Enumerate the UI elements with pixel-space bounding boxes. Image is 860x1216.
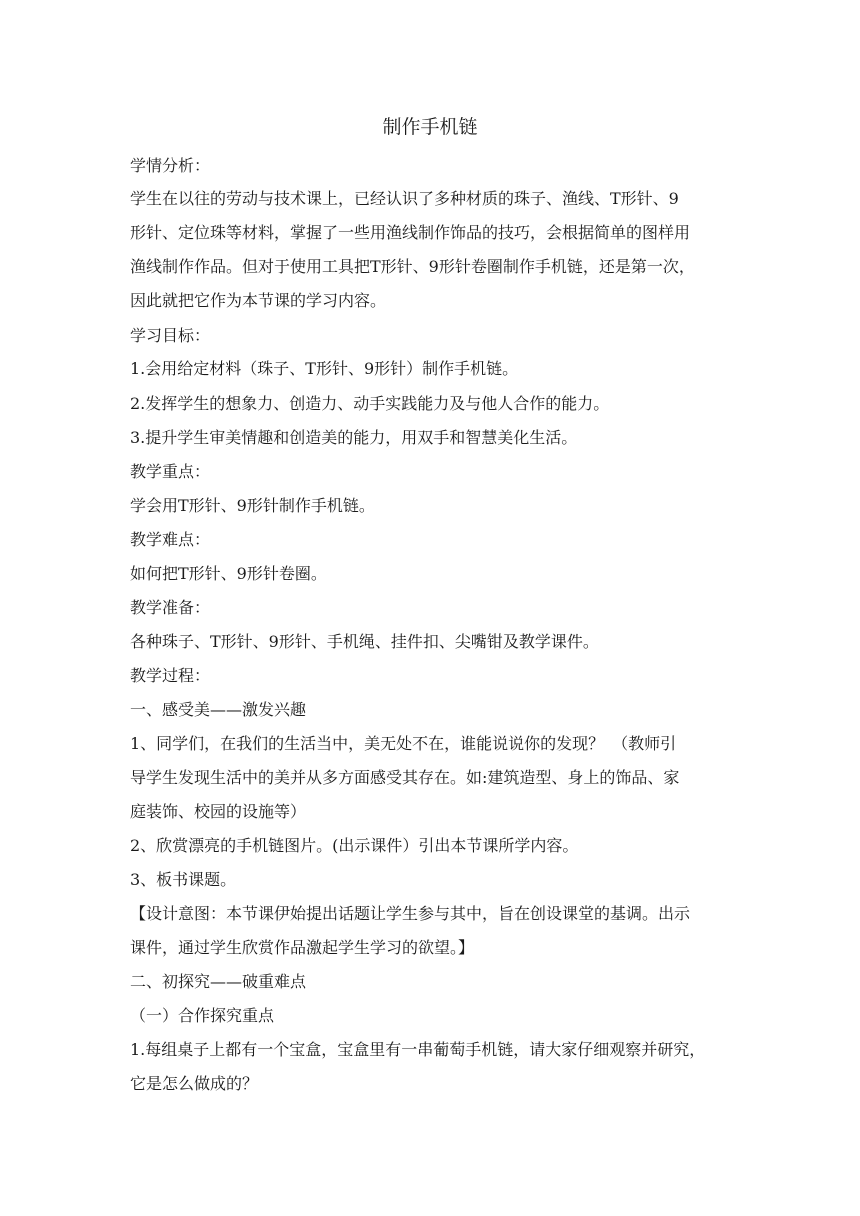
paragraph-line: 学生在以往的劳动与技术课上，已经认识了多种材质的珠子、渔线、T形针、9 [130, 189, 679, 208]
paragraph-line: 3、板书课题。 [130, 870, 237, 889]
paragraph-line: 如何把T形针、9形针卷圈。 [130, 564, 327, 583]
subsection-heading: （一）合作探究重点 [130, 1006, 275, 1025]
section-heading: 教学准备： [130, 598, 211, 617]
paragraph-line: 形针、定位珠等材料，掌握了一些用渔线制作饰品的技巧，会根据简单的图样用 [130, 223, 691, 242]
section-heading: 教学重点： [130, 462, 211, 481]
paragraph-line: 庭装饰、校园的设施等） [130, 802, 307, 821]
paragraph-line: 1、同学们，在我们的生活当中，美无处不在，谁能说说你的发现？ （教师引 [130, 734, 677, 753]
section-heading: 教学难点： [130, 530, 211, 549]
section-heading: 学情分析： [130, 156, 211, 175]
section-heading: 教学过程： [130, 666, 211, 685]
paragraph-line: 2、欣赏漂亮的手机链图片。(出示课件）引出本节课所学内容。 [130, 836, 579, 855]
paragraph-line: 学会用T形针、9形针制作手机链。 [130, 496, 375, 515]
objective-item: 3.提升学生审美情趣和创造美的能力，用双手和智慧美化生活。 [130, 428, 578, 447]
design-intent-line: 课件，通过学生欣赏作品激起学生学习的欲望。】 [130, 938, 475, 957]
paragraph-line: 导学生发现生活中的美并从多方面感受其存在。如:建筑造型、身上的饰品、家 [130, 768, 680, 787]
paragraph-line: 渔线制作作品。但对于使用工具把T形针、9形针卷圈制作手机链，还是第一次， [130, 257, 695, 276]
paragraph-line: 因此就把它作为本节课的学习内容。 [130, 291, 387, 310]
design-intent-line: 【设计意图：本节课伊始提出话题让学生参与其中，旨在创设课堂的基调。出示 [130, 904, 691, 923]
objective-item: 1.会用给定材料（珠子、T形针、9形针）制作手机链。 [130, 359, 519, 378]
document-title: 制作手机链 [382, 116, 478, 138]
objective-item: 2.发挥学生的想象力、创造力、动手实践能力及与他人合作的能力。 [130, 394, 610, 413]
section-heading: 学习目标： [130, 326, 211, 345]
subsection-heading: 二、初探究——破重难点 [130, 972, 307, 991]
paragraph-line: 它是怎么做成的？ [130, 1074, 259, 1093]
subsection-heading: 一、感受美——激发兴趣 [130, 700, 307, 719]
paragraph-line: 各种珠子、T形针、9形针、手机绳、挂件扣、尖嘴钳及教学课件。 [130, 632, 599, 651]
paragraph-line: 1.每组桌子上都有一个宝盒，宝盒里有一串葡萄手机链，请大家仔细观察并研究， [130, 1040, 706, 1059]
